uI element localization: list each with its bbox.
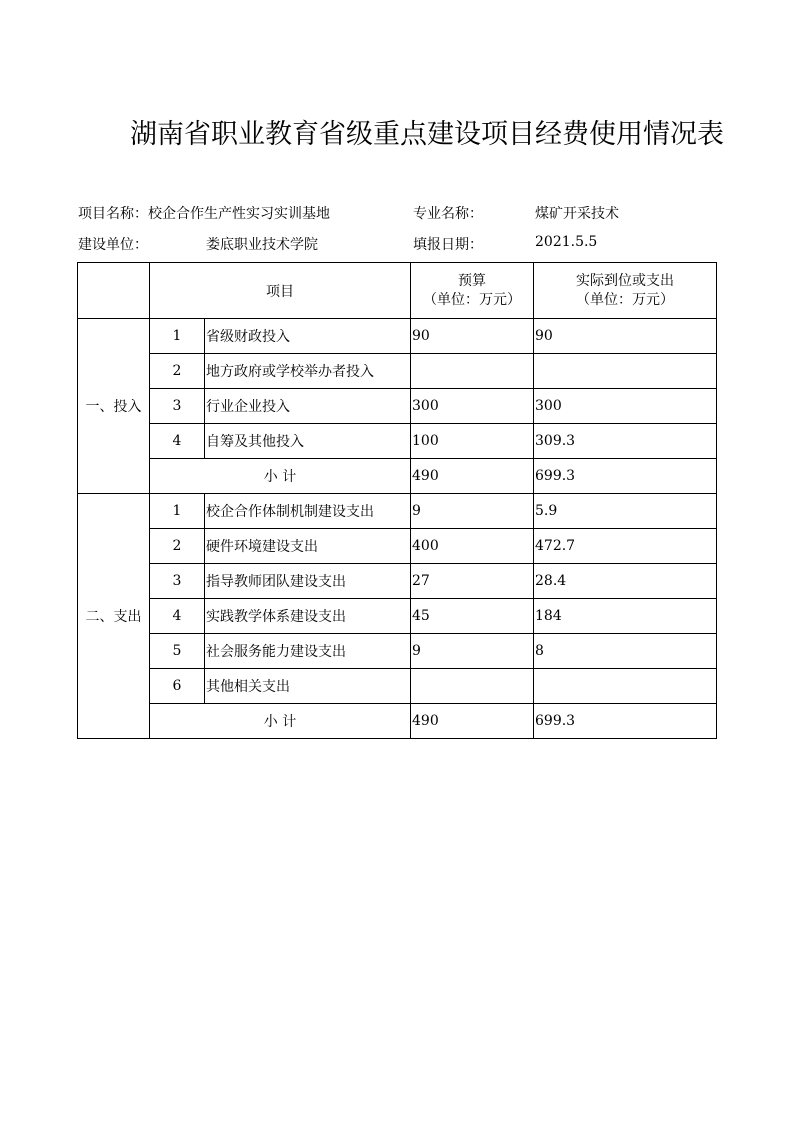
subtotal-budget: 490 [411, 459, 534, 494]
row-actual: 90 [534, 319, 717, 354]
row-actual: 472.7 [534, 529, 717, 564]
table-row [78, 494, 717, 529]
row-name: 行业企业投入 [205, 389, 411, 424]
row-budget: 27 [411, 564, 534, 599]
row-actual [534, 354, 717, 389]
row-number: 5 [150, 634, 205, 669]
table-row [78, 599, 717, 634]
construction-unit-value: 娄底职业技术学院 [206, 237, 318, 253]
header-item: 项目 [150, 263, 411, 319]
row-number: 4 [150, 599, 205, 634]
table-row [78, 564, 717, 599]
row-budget [411, 354, 534, 389]
row-actual: 300 [534, 389, 717, 424]
row-budget: 300 [411, 389, 534, 424]
row-number: 1 [150, 494, 205, 529]
table-row [78, 354, 717, 389]
table-row [78, 319, 717, 354]
row-number: 2 [150, 354, 205, 389]
subtotal-row [78, 704, 717, 739]
header-budget-line2: （单位：万元） [423, 291, 521, 308]
table-row [78, 529, 717, 564]
project-name-value: 校企合作生产性实习实训基地 [148, 206, 330, 222]
row-name: 指导教师团队建设支出 [205, 564, 411, 599]
subtotal-label: 小 计 [150, 704, 411, 739]
row-name: 硬件环境建设支出 [205, 529, 411, 564]
report-date-value: 2021.5.5 [535, 234, 598, 250]
major-name-label: 专业名称： [413, 206, 483, 222]
project-name-label: 项目名称： [78, 206, 148, 222]
header-budget-line1: 预算 [458, 272, 486, 289]
row-budget: 400 [411, 529, 534, 564]
row-number: 4 [150, 424, 205, 459]
row-name: 校企合作体制机制建设支出 [205, 494, 411, 529]
row-name: 省级财政投入 [205, 319, 411, 354]
header-actual-line2: （单位：万元） [576, 291, 674, 308]
table-row [78, 424, 717, 459]
section-investment: 一、投入 [78, 319, 150, 494]
header-budget [411, 263, 534, 319]
table-row [78, 634, 717, 669]
row-name: 社会服务能力建设支出 [205, 634, 411, 669]
major-name-value: 煤矿开采技术 [535, 206, 619, 222]
row-number: 6 [150, 669, 205, 704]
row-name: 地方政府或学校举办者投入 [205, 354, 411, 389]
row-budget: 90 [411, 319, 534, 354]
row-actual [534, 669, 717, 704]
row-name: 其他相关支出 [205, 669, 411, 704]
row-budget: 100 [411, 424, 534, 459]
funding-table [77, 262, 717, 739]
subtotal-actual: 699.3 [534, 704, 717, 739]
row-number: 3 [150, 389, 205, 424]
header-actual [534, 263, 717, 319]
table-row [78, 669, 717, 704]
row-budget [411, 669, 534, 704]
subtotal-row [78, 459, 717, 494]
row-number: 2 [150, 529, 205, 564]
row-budget: 45 [411, 599, 534, 634]
subtotal-label: 小 计 [150, 459, 411, 494]
subtotal-actual: 699.3 [534, 459, 717, 494]
report-date-label: 填报日期： [413, 237, 483, 253]
construction-unit-label: 建设单位： [78, 237, 148, 253]
header-actual-line1: 实际到位或支出 [576, 272, 674, 289]
row-name: 自筹及其他投入 [205, 424, 411, 459]
row-name: 实践教学体系建设支出 [205, 599, 411, 634]
table-header-row [78, 263, 717, 319]
row-actual: 5.9 [534, 494, 717, 529]
subtotal-budget: 490 [411, 704, 534, 739]
table-row [78, 389, 717, 424]
row-actual: 8 [534, 634, 717, 669]
row-budget: 9 [411, 494, 534, 529]
row-number: 1 [150, 319, 205, 354]
row-actual: 28.4 [534, 564, 717, 599]
row-actual: 184 [534, 599, 717, 634]
section-expenditure: 二、支出 [78, 494, 150, 739]
row-actual: 309.3 [534, 424, 717, 459]
row-budget: 9 [411, 634, 534, 669]
document-title: 湖南省职业教育省级重点建设项目经费使用情况表 [130, 119, 724, 150]
row-number: 3 [150, 564, 205, 599]
